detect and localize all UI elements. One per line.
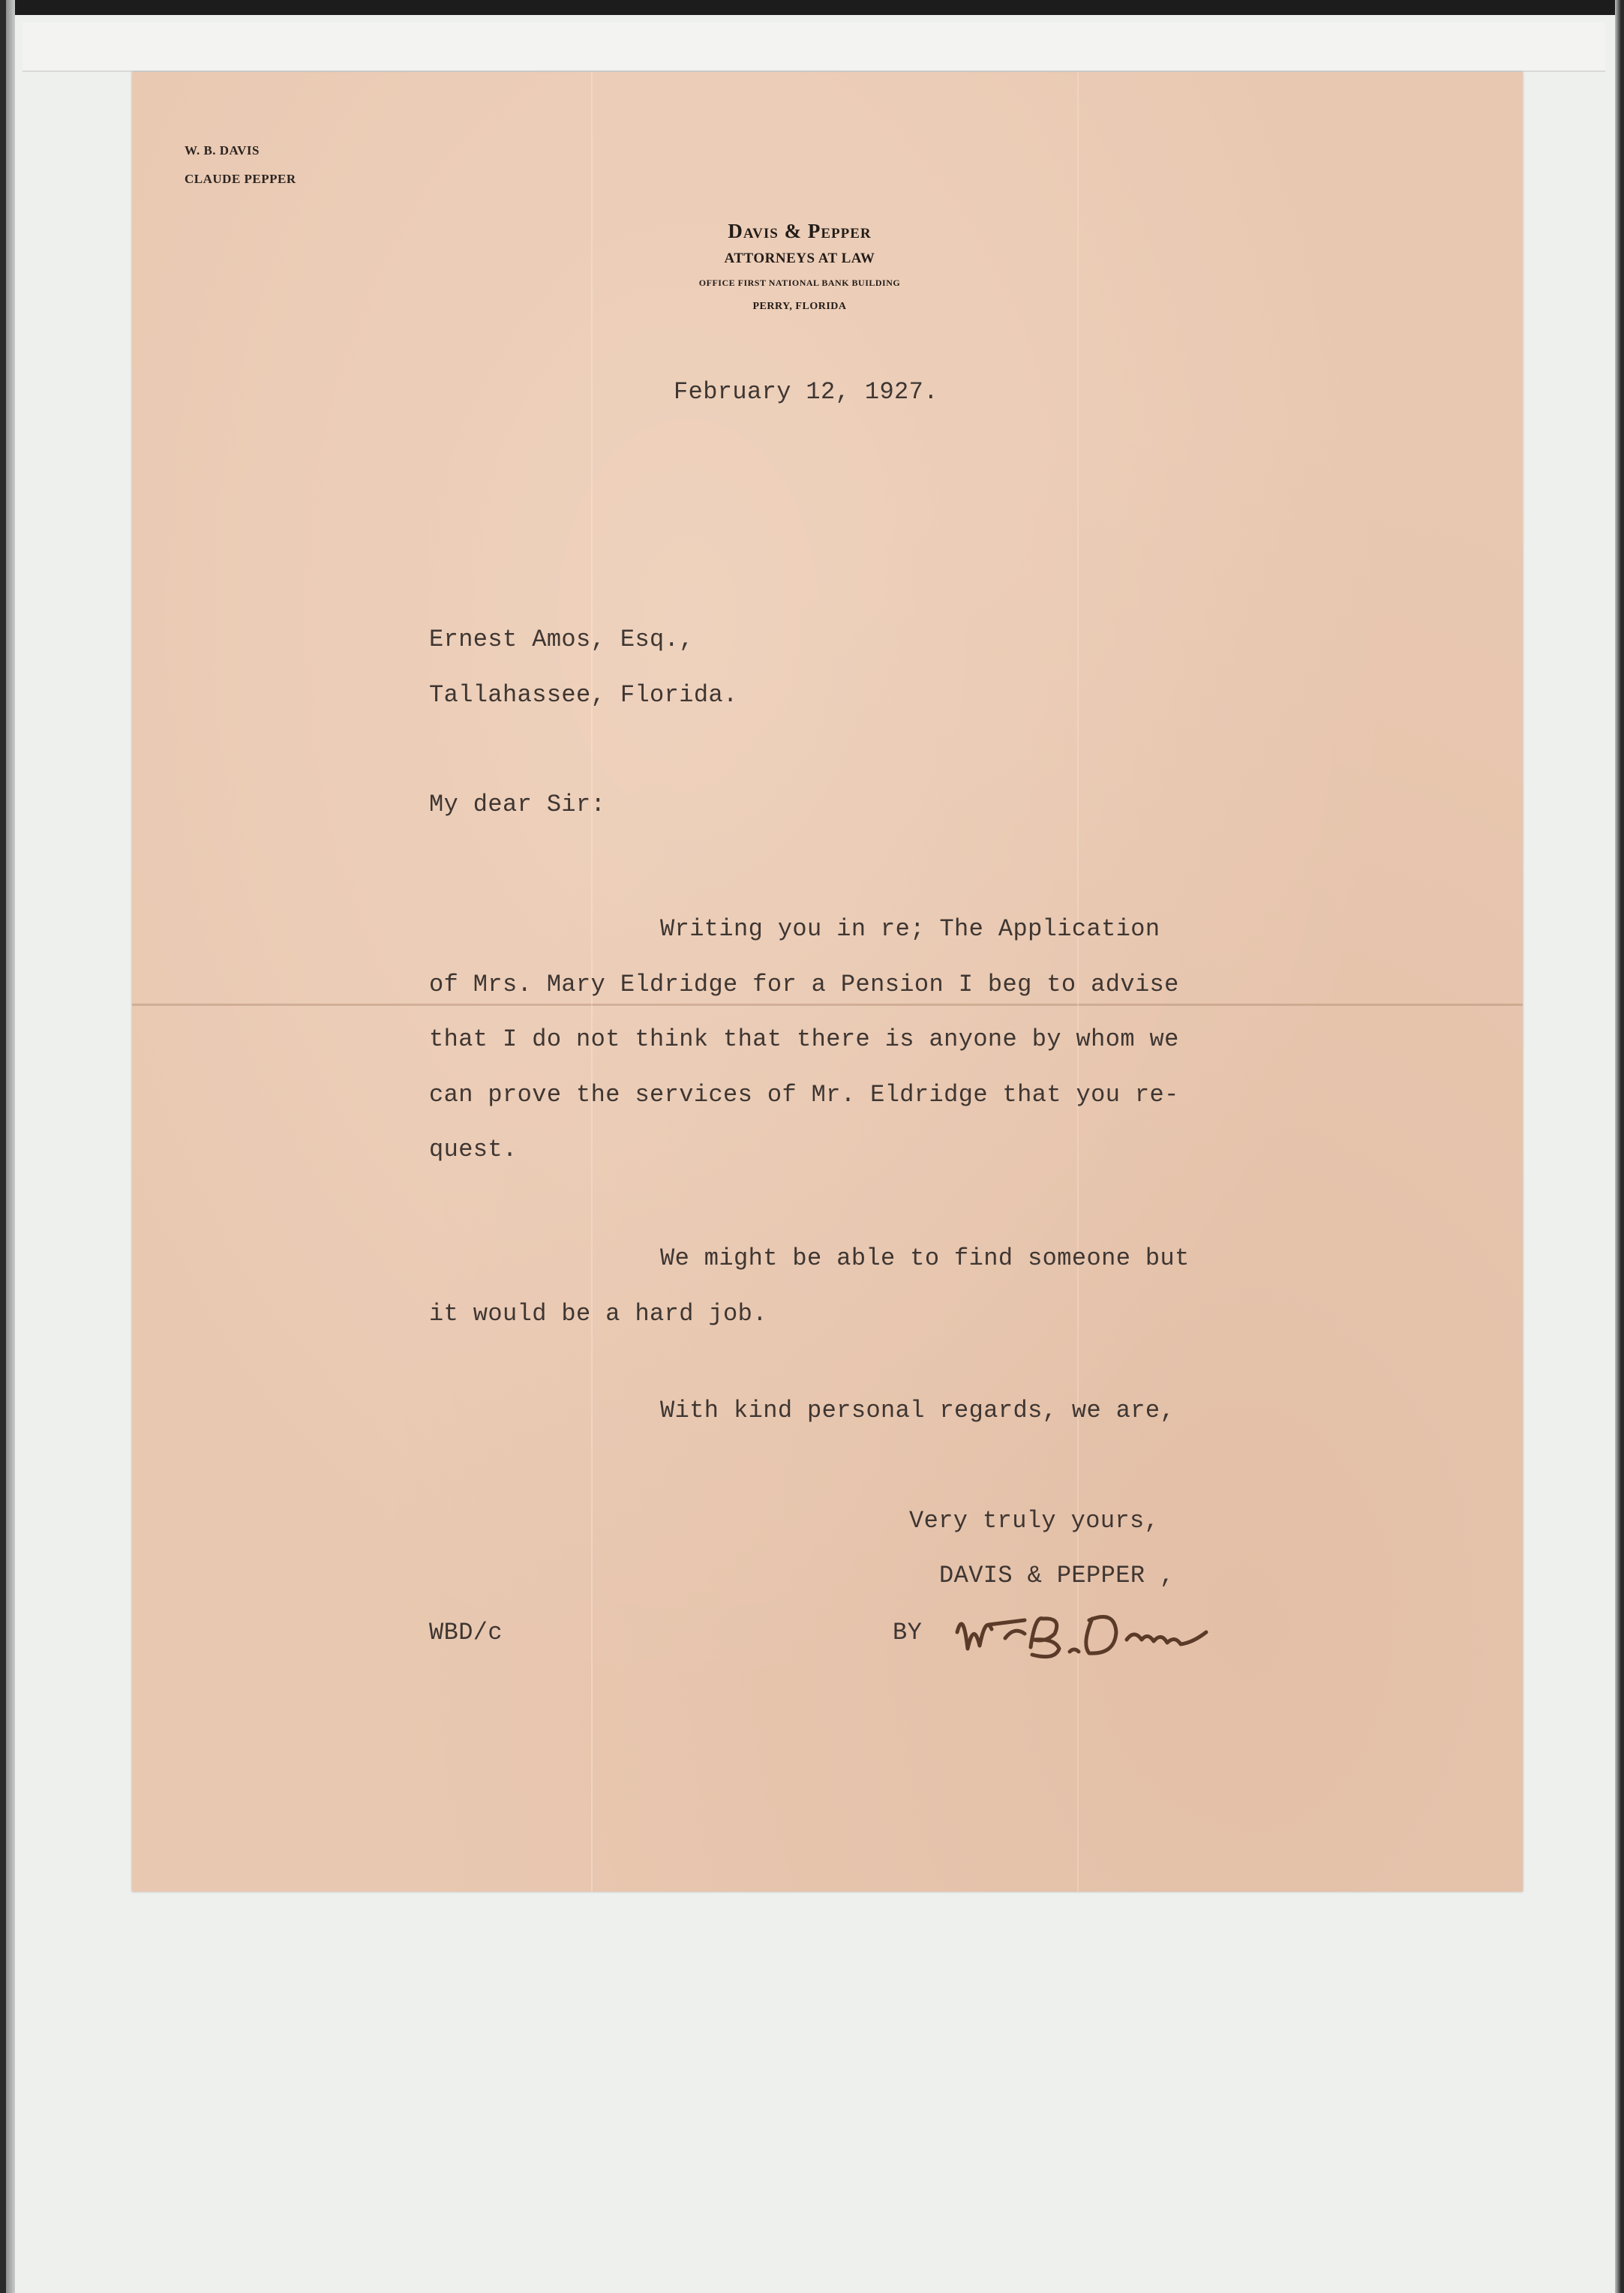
letter-date: February 12, 1927.: [674, 378, 938, 406]
firm-name: Davis & Pepper: [728, 220, 872, 242]
body-paragraph: [429, 902, 1179, 1178]
firm-tagline: ATTORNEYS AT LAW: [724, 251, 875, 266]
body-line: that I do not think that there is anyone by whom we: [429, 1025, 1179, 1053]
firm-office-address: OFFICE FIRST NATIONAL BANK BUILDING: [698, 278, 901, 288]
handwritten-signature: [942, 1580, 1227, 1677]
backing-board-strip: [23, 23, 1605, 72]
body-line: of Mrs. Mary Eldridge for a Pension I beg to advise: [429, 970, 1179, 998]
scanner-left-edge: [0, 0, 15, 2293]
body-line: can prove the services of Mr. Eldridge that you re-: [429, 1080, 1179, 1109]
letterhead: [132, 216, 1467, 320]
signature-firm-name: DAVIS & PEPPER ,: [939, 1562, 1175, 1589]
firm-city: PERRY, FLORIDA: [752, 301, 847, 312]
recipient-name: Ernest Amos, Esq.,: [429, 626, 694, 653]
scanner-right-edge: [1615, 0, 1624, 2293]
partner-names: [185, 137, 296, 194]
partner-name: W. B. DAVIS: [185, 143, 260, 158]
typist-initials: WBD/c: [429, 1619, 503, 1646]
regards-line: With kind personal regards, we are,: [660, 1397, 1175, 1424]
letter-sheet: [132, 72, 1523, 1892]
body-line: We might be able to find someone but: [660, 1244, 1190, 1272]
body-line: Writing you in re; The Application: [660, 915, 1160, 943]
body-line: quest.: [429, 1136, 518, 1163]
scanner-top-edge: [0, 0, 1624, 15]
body-line: it would be a hard job.: [429, 1299, 767, 1328]
signature-by-label: BY: [893, 1619, 923, 1646]
closing-line: Very truly yours,: [909, 1507, 1160, 1535]
body-paragraph: [429, 1231, 1190, 1341]
partner-name: CLAUDE PEPPER: [185, 172, 296, 186]
recipient-city: Tallahassee, Florida.: [429, 681, 738, 709]
salutation: My dear Sir:: [429, 791, 606, 818]
